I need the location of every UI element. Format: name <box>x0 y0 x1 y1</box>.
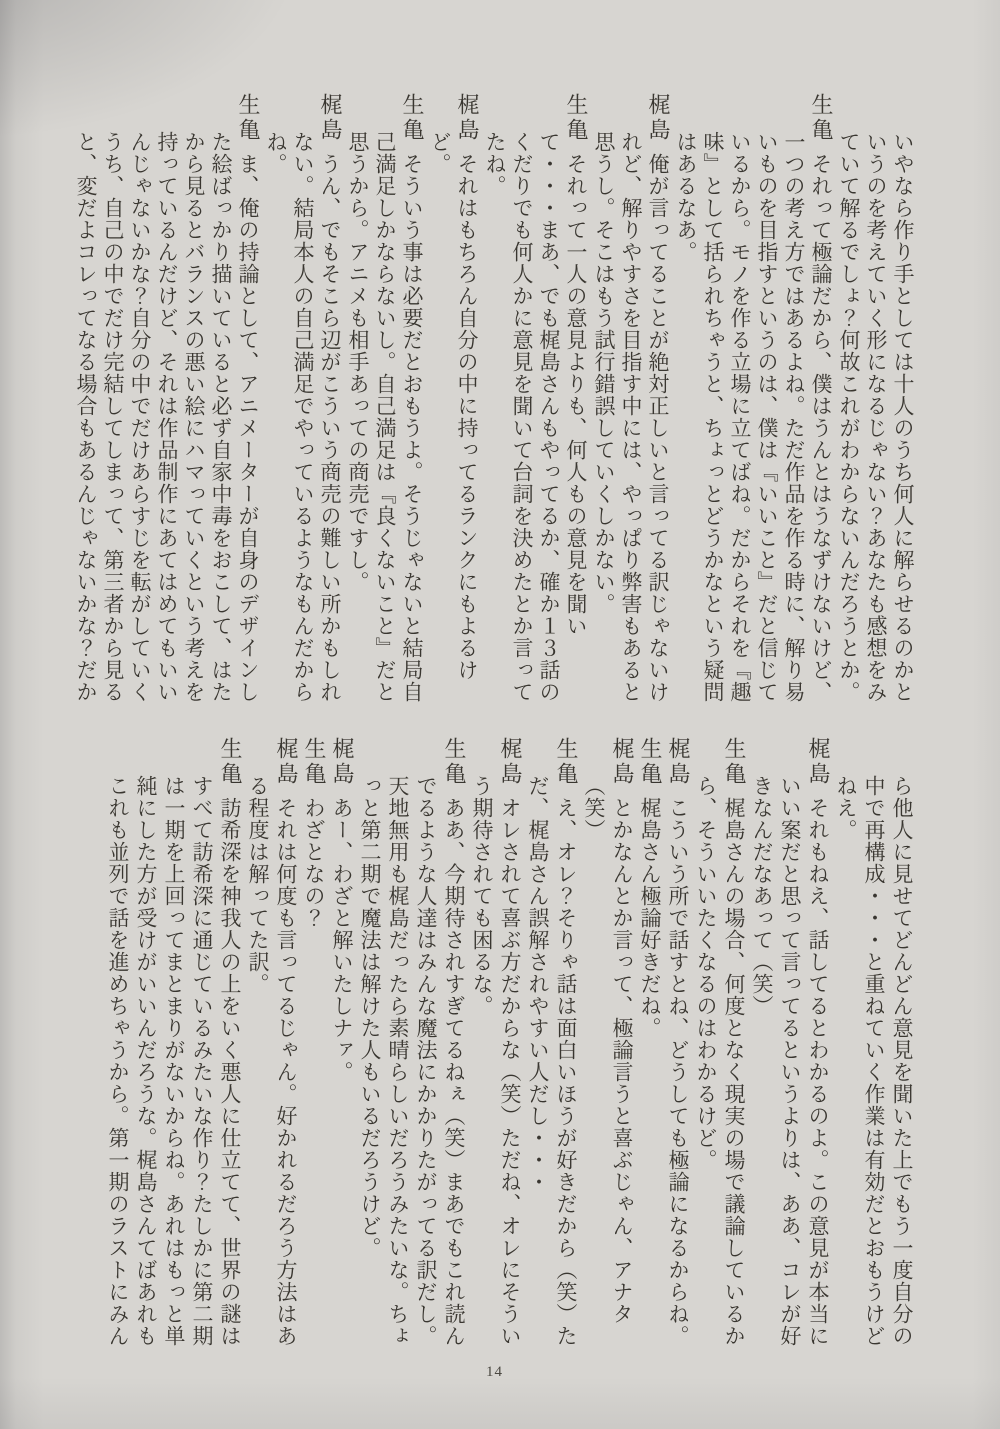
speech-turn: 生亀それって一人の意見よりも、何人もの意見を聞いて・・・まあ、でも梶島さんもやってるか、確か１３話のくだりでも何人かに意見を聞いて台詞を決めたとか言ってたね。 <box>483 93 589 703</box>
speech-turn: 生亀梶島さん極論好きだね。 <box>638 737 663 1039</box>
speaker-label: 梶島 <box>498 737 523 787</box>
speech-turn: 生亀梶島さんの場合、何度となく現実の場で議論しているから、そういいたくなるのはわかるけど。 <box>694 737 747 1347</box>
speaker-label: 生亀 <box>638 737 663 787</box>
speech-turn: 梶島それはもちろん自分の中に持ってるランクにもよるけど。 <box>428 93 480 681</box>
speech-turn: 梶島それもねえ、話してるとわかるのよ。この意見が本当にいい案だと思って言ってるというよりは、ああ、コレが好きなんだなあって（笑） <box>750 737 831 1347</box>
speaker-label: 生亀 <box>564 93 589 143</box>
speaker-label: 生亀 <box>400 93 425 143</box>
speaker-label: 梶島 <box>455 93 480 143</box>
speech-turn: 生亀ま、俺の持論として、アニメーターが自身のデザインした絵ばっかり描いていると必ず自家中毒をおこして、はたから見るとバランスの悪い絵にハマっていくという考えを持っているんだけど、それは作品制作にあてはめてもいいんじゃないかな？自分の中でだけあらすじを転がしていくうち、自己の中でだけ完結してしまって、第三者から見ると、変だよコレってなる場合もあるんじゃないかな？だか <box>74 93 261 703</box>
speech-turn: 梶島あー、わざと解いたしナァ。 <box>330 737 355 1083</box>
speaker-label: 生亀 <box>809 93 834 143</box>
speaker-label: 生亀 <box>218 737 243 787</box>
speaker-label: 梶島 <box>666 737 691 787</box>
speech-turn: 梶島俺が言ってることが絶対正しいと言ってる訳じゃないけれど、解りやすさを目指す中には、やっぱり弊害もあると思うし。そこはもう試行錯誤していくしかない。 <box>592 93 671 703</box>
speech-turn: 梶島とかなんとか言って、極論言うと喜ぶじゃん、アナタ（笑） <box>582 737 635 1325</box>
speaker-label: 生亀 <box>722 737 747 787</box>
speech-turn: 生亀ああ、今期待されすぎてるねぇ（笑）まあでもこれ読んでるような人達はみんな魔法にかかりたがってる訳だし。天地無用も梶島だったら素晴らしいだろうみたいな。ちょっと第二期で魔法は解けた人もいるだろうけど。 <box>358 737 467 1347</box>
speech-turn: 梶島うん、でもそこら辺がこういう商売の難しい所かもしれない。結局本人の自己満足でやっているようなもんだからね。 <box>264 93 343 703</box>
interview-top-block <box>72 93 916 715</box>
interview-bottom-block <box>104 737 916 1361</box>
speaker-label: 梶島 <box>274 737 299 787</box>
speaker-label: 生亀 <box>302 737 327 787</box>
speech-turn: 生亀そういう事は必要だとおもうよ。そうじゃないと結局自己満足しかならないし。自己満足は『良くないこと』だと思うから。アニメも相手あっての商売ですし。 <box>346 93 425 703</box>
speech-turn: 梶島オレされて喜ぶ方だからな（笑）ただね、オレにそういう期待されても困るな。 <box>470 737 523 1347</box>
speaker-label: 生亀 <box>442 737 467 787</box>
speaker-label: 生亀 <box>236 93 261 143</box>
speaker-label: 生亀 <box>554 737 579 787</box>
speaker-label: 梶島 <box>646 93 671 143</box>
speech-turn: いやなら作り手としては十人のうち何人に解らせるのかというのを考えていく形になるじゃない？あなたも感想をみていて解るでしょ？何故これがわからないんだろうとか。 <box>837 131 915 703</box>
page-number: 14 <box>486 1364 503 1380</box>
speaker-label: 梶島 <box>806 737 831 787</box>
speech-turn: 梶島それは何度も言ってるじゃん。好かれるだろう方法はある程度は解ってた訳。 <box>246 737 299 1347</box>
speaker-label: 梶島 <box>318 93 343 143</box>
speaker-label: 梶島 <box>610 737 635 787</box>
speech-turn: 生亀わざとなの？ <box>302 737 327 929</box>
speech-turn: 生亀それって極論だから、僕はうんとはうなずけないけど、一つの考え方ではあるよね。ただ作品を作る時に、解り易いものを目指すというのは、僕は『いいこと』だと信じているから。モノを作る立場に立てばね。だからそれを『趣味』として括られちゃうと、ちょっとどうかなという疑問はあるなあ。 <box>674 93 834 703</box>
speaker-label: 梶島 <box>330 737 355 787</box>
speech-turn: 生亀訪希深を神我人の上をいく悪人に仕立てて、世界の謎はすべて訪希深に通じているみたいな作り？たしかに第二期は一期を上回ってまとまりがないからね。あれはもっと単純にした方が受けがいいんだろうな。梶島さんてばあれもこれも並列で話を進めちゃうから。第一期のラストにみん <box>106 737 243 1347</box>
speech-turn: 梶島こういう所で話すとね、どうしても極論になるからね。 <box>666 737 691 1347</box>
speech-turn: ら他人に見せてどんどん意見を聞いた上でもう一度自分の中で再構成・・・と重ねていく作業は有効だとおもうけどねえ。 <box>834 775 914 1347</box>
speech-turn: 生亀え、オレ？そりゃ話は面白いほうが好きだから（笑）ただ、梶島さん誤解されやすい人だし・・・ <box>526 737 579 1347</box>
